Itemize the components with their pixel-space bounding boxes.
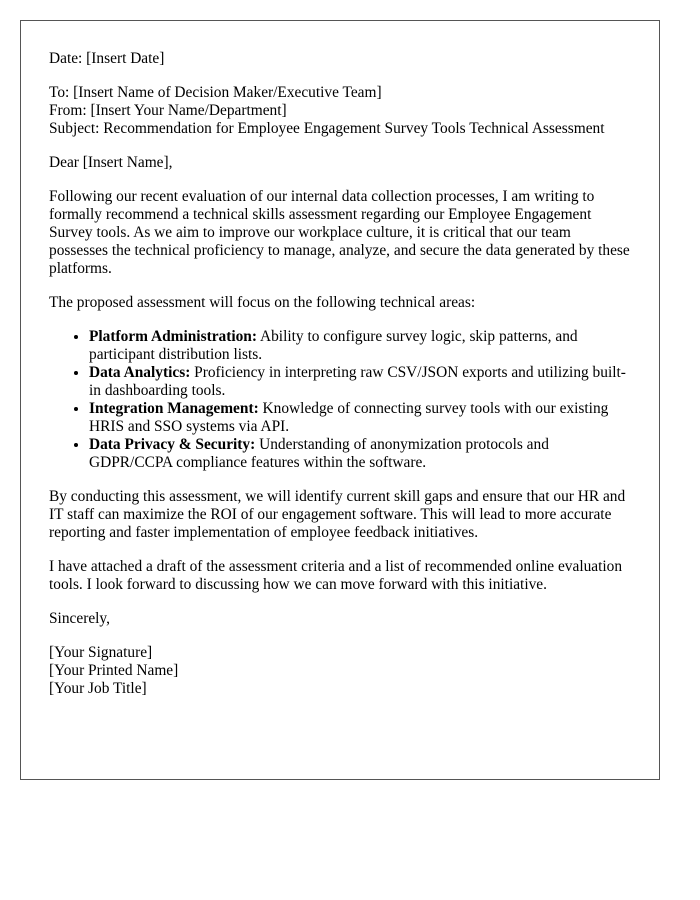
list-item	[89, 364, 631, 400]
to-line: To: [Insert Name of Decision Maker/Executive Team]	[49, 84, 382, 101]
letter-header	[49, 50, 631, 154]
header-spacer	[49, 68, 631, 84]
subject-line: Subject: Recommendation for Employee Engagement Survey Tools Technical Assessment	[49, 120, 605, 137]
area-term: Data Privacy & Security:	[89, 436, 256, 453]
focus-lead-paragraph: The proposed assessment will focus on the following technical areas:	[49, 294, 476, 311]
area-description: Understanding of anonymization protocols and GDPR/CCPA compliance features within the software.	[89, 436, 549, 471]
area-term: Platform Administration:	[89, 328, 257, 345]
list-item	[89, 400, 631, 436]
attachments-paragraph: I have attached a draft of the assessment criteria and a list of recommended online evaluation tools. I look forward to discussing how we can move forward with this initiative.	[49, 558, 623, 593]
benefits-paragraph: By conducting this assessment, we will identify current skill gaps and ensure that our HR and IT staff can maximize the ROI of our engagement software. This will lead to more accurate reporting and faster implementation of employee feedback initiatives.	[49, 488, 626, 541]
area-term: Integration Management:	[89, 400, 259, 417]
area-term: Data Analytics:	[89, 364, 191, 381]
intro-paragraph: Following our recent evaluation of our internal data collection processes, I am writing to formally recommend a technical skills assessment regarding our Employee Engagement Survey tools. As we aim to improve our workplace culture, it is critical that our team possesses the technical proficiency to manage, analyze, and secure the data generated by these platforms.	[49, 188, 630, 277]
list-item	[89, 436, 631, 472]
list-item	[89, 328, 631, 364]
area-description: Ability to configure survey logic, skip patterns, and participant distribution lists.	[89, 328, 578, 363]
date-line: Date: [Insert Date]	[49, 50, 165, 67]
closing: Sincerely,	[49, 610, 110, 627]
job-title-line: [Your Job Title]	[49, 680, 147, 697]
salutation: Dear [Insert Name],	[49, 154, 173, 171]
area-description: Proficiency in interpreting raw CSV/JSON exports and utilizing built-in dashboarding tools.	[89, 364, 626, 399]
technical-areas-list	[49, 328, 631, 472]
printed-name-line: [Your Printed Name]	[49, 662, 179, 679]
letter-document	[20, 20, 660, 780]
from-line: From: [Insert Your Name/Department]	[49, 102, 287, 119]
signature-block	[49, 644, 631, 698]
signature-line: [Your Signature]	[49, 644, 153, 661]
area-description: Knowledge of connecting survey tools with our existing HRIS and SSO systems via API.	[89, 400, 609, 435]
header-spacer-2	[49, 138, 631, 154]
